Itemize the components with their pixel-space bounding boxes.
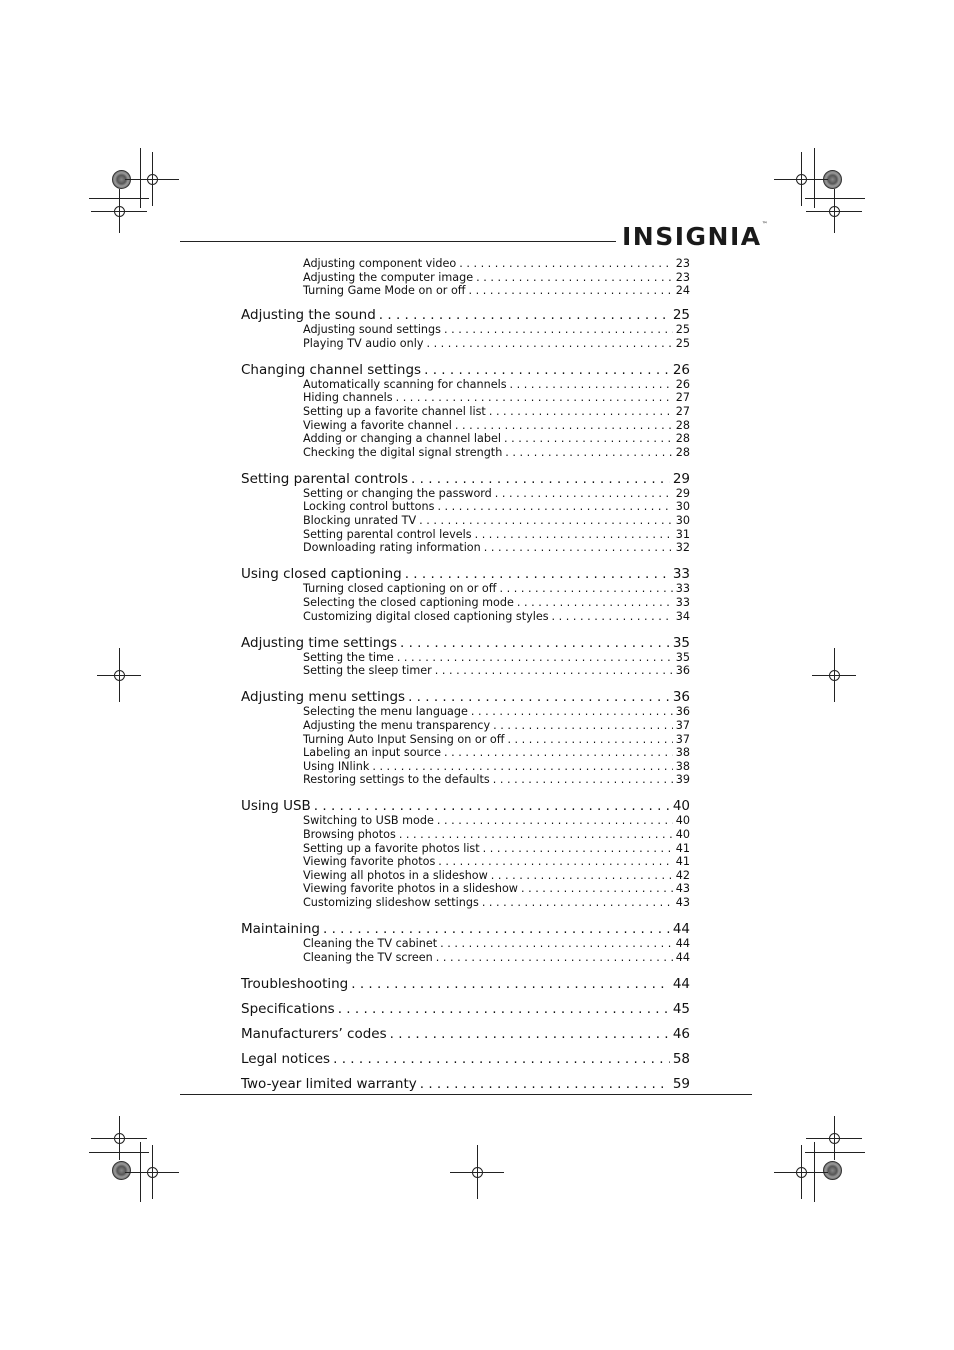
toc-entry-title: Viewing all photos in a slideshow <box>303 868 488 882</box>
dot-leader <box>424 362 670 379</box>
toc-entry-page: 29 <box>672 470 690 487</box>
toc-subentry[interactable] <box>303 842 690 856</box>
toc-entry-title: Setting parental control levels <box>303 527 472 541</box>
dot-leader <box>333 1051 670 1068</box>
toc-entry-page: 37 <box>675 732 690 746</box>
toc-subentry[interactable] <box>303 814 690 828</box>
dot-leader <box>426 337 672 351</box>
dot-leader <box>491 869 673 883</box>
dot-leader <box>323 921 670 938</box>
dot-leader <box>338 1001 670 1018</box>
trademark-symbol: ™ <box>761 221 768 228</box>
dot-leader <box>408 689 670 706</box>
toc-entry-title: Selecting the closed captioning mode <box>303 595 514 609</box>
toc-section-entry[interactable] <box>241 798 690 815</box>
toc-entry-title: Adjusting time settings <box>241 634 397 651</box>
dot-leader <box>495 487 673 501</box>
dot-leader <box>314 798 670 815</box>
footer-rule <box>180 1094 752 1095</box>
toc-entry-page: 59 <box>672 1075 690 1092</box>
toc-entry-page: 43 <box>675 882 690 896</box>
toc-entry-page: 40 <box>675 828 690 841</box>
toc-entry-page: 44 <box>675 950 690 964</box>
toc-entry-page: 28 <box>675 432 690 446</box>
dot-leader <box>411 471 670 488</box>
toc-entry-title: Turning closed captioning on or off <box>303 582 497 596</box>
toc-entry-page: 25 <box>675 336 690 350</box>
dot-leader <box>435 664 673 678</box>
toc-entry-title: Cleaning the TV screen <box>303 950 433 964</box>
toc-entry-title: Using INlink <box>303 759 370 773</box>
dot-leader <box>437 500 672 514</box>
toc-subentry[interactable] <box>303 882 690 896</box>
dot-leader <box>420 1076 670 1093</box>
toc-entry-title: Setting or changing the password <box>303 486 492 500</box>
toc-entry-title: Customizing digital closed captioning styles <box>303 609 549 623</box>
toc-entry-page: 33 <box>672 566 690 583</box>
toc-entry-page: 26 <box>672 361 690 378</box>
toc-subentry[interactable] <box>303 651 690 665</box>
dot-leader <box>521 882 673 896</box>
toc-subentry[interactable] <box>303 896 690 910</box>
toc-subentry[interactable] <box>303 719 690 733</box>
toc-entry-title: Specifications <box>241 1000 335 1017</box>
toc-entry-title: Customizing slideshow settings <box>303 896 479 909</box>
toc-entry-title: Adjusting menu settings <box>241 689 406 706</box>
toc-entry-title: Setting parental controls <box>241 470 409 487</box>
toc-entry-title: Playing TV audio only <box>303 336 424 350</box>
toc-entry-title: Viewing favorite photos in a slideshow <box>303 882 518 896</box>
toc-entry-page: 30 <box>675 500 690 514</box>
toc-entry-title: Labeling an input source <box>303 746 442 760</box>
toc-entry-title: Locking control buttons <box>303 500 435 514</box>
dot-leader <box>400 635 670 652</box>
toc-entry-page: 44 <box>675 937 690 951</box>
toc-subentry[interactable] <box>303 582 690 596</box>
toc-entry-page: 23 <box>675 257 690 270</box>
toc-entry-page: 41 <box>675 841 690 855</box>
dot-leader <box>436 951 673 965</box>
toc-subentry[interactable] <box>303 419 690 433</box>
toc-subentry[interactable] <box>303 432 690 446</box>
toc-entry-title: Restoring settings to the defaults <box>303 773 490 787</box>
toc-entry-title: Turning Game Mode on or off <box>303 284 466 298</box>
toc-entry-page: 32 <box>675 541 690 555</box>
toc-subentry[interactable] <box>303 541 690 555</box>
toc-entry-title: Downloading rating information <box>303 541 481 555</box>
toc-subentry[interactable] <box>303 855 690 869</box>
toc-entry-title: Automatically scanning for channels <box>303 377 507 391</box>
toc-entry-page: 33 <box>675 595 690 609</box>
toc-entry-page: 25 <box>675 323 690 336</box>
dot-leader <box>379 307 670 324</box>
toc-entry-page: 26 <box>675 377 690 391</box>
toc-entry-page: 46 <box>672 1025 690 1042</box>
toc-section-entry[interactable] <box>241 921 690 938</box>
toc-entry-title: Turning Auto Input Sensing on or off <box>303 732 505 746</box>
toc-subentry[interactable] <box>303 323 690 337</box>
dot-leader <box>455 419 673 433</box>
toc-subentry[interactable] <box>303 610 690 624</box>
toc-entry-title: Adjusting the menu transparency <box>303 718 491 732</box>
toc-subentry[interactable] <box>303 596 690 610</box>
toc-entry-page: 27 <box>675 404 690 418</box>
toc-section-entry[interactable] <box>241 1026 690 1043</box>
toc-subentry[interactable] <box>303 337 690 351</box>
toc-entry-page: 36 <box>675 705 690 719</box>
dot-leader <box>444 323 673 337</box>
dot-leader <box>510 378 673 392</box>
toc-entry-title: Adding or changing a channel label <box>303 432 501 446</box>
dot-leader <box>396 391 673 405</box>
toc-section-entry[interactable] <box>241 362 690 379</box>
toc-entry-title: Adjusting the computer image <box>303 270 474 284</box>
dot-leader <box>493 773 673 787</box>
toc-entry-page: 45 <box>672 1000 690 1017</box>
toc-entry-page: 38 <box>675 759 690 773</box>
toc-entry-page: 23 <box>675 270 690 284</box>
toc-entry-page: 41 <box>675 855 690 869</box>
dot-leader <box>552 610 673 624</box>
dot-leader <box>482 896 673 910</box>
dot-leader <box>372 760 672 774</box>
dot-leader <box>489 405 673 419</box>
toc-entry-page: 35 <box>675 650 690 664</box>
toc-entry-title: Viewing favorite photos <box>303 855 436 869</box>
toc-subentry[interactable] <box>303 257 690 271</box>
dot-leader <box>505 446 672 460</box>
toc-subentry[interactable] <box>303 733 690 747</box>
toc-subentry[interactable] <box>303 500 690 514</box>
toc-entry-title: Selecting the menu language <box>303 705 468 719</box>
toc-subentry[interactable] <box>303 869 690 883</box>
toc-section-entry[interactable] <box>241 976 690 993</box>
toc-entry-title: Adjusting the sound <box>241 307 376 323</box>
toc-entry-page: 27 <box>675 391 690 405</box>
dot-leader <box>475 528 673 542</box>
dot-leader <box>469 284 673 298</box>
toc-section-entry[interactable] <box>241 635 690 652</box>
toc-entry-page: 24 <box>675 284 690 298</box>
dot-leader <box>437 814 673 828</box>
toc-entry-title: Adjusting sound settings <box>303 323 441 336</box>
dot-leader <box>483 842 673 856</box>
toc-subentry[interactable] <box>303 705 690 719</box>
toc-entry-title: Browsing photos <box>303 828 396 841</box>
toc-entry-page: 44 <box>672 921 690 938</box>
dot-leader <box>444 746 673 760</box>
toc-entry-title: Switching to USB mode <box>303 814 434 828</box>
toc-subentry[interactable] <box>303 828 690 842</box>
dot-leader <box>438 855 672 869</box>
toc-entry-title: Using USB <box>241 798 311 815</box>
toc-entry-page: 35 <box>672 634 690 651</box>
dot-leader <box>484 541 673 555</box>
toc-subentry[interactable] <box>303 664 690 678</box>
dot-leader <box>471 705 673 719</box>
toc-subentry[interactable] <box>303 378 690 392</box>
toc-entry-page: 28 <box>675 418 690 432</box>
toc-subentry[interactable] <box>303 405 690 419</box>
toc-subentry[interactable] <box>303 391 690 405</box>
toc-entry-page: 36 <box>672 689 690 706</box>
toc-subentry[interactable] <box>303 760 690 774</box>
toc-subentry[interactable] <box>303 937 690 951</box>
toc-entry-page: 42 <box>675 868 690 882</box>
toc-entry-page: 29 <box>675 486 690 500</box>
toc-entry-page: 34 <box>675 609 690 623</box>
toc-entry-page: 43 <box>675 896 690 909</box>
toc-entry-title: Maintaining <box>241 921 320 938</box>
toc-entry-page: 33 <box>675 582 690 596</box>
dot-leader <box>405 566 670 583</box>
toc-entry-page: 40 <box>672 798 690 815</box>
toc-entry-title: Setting up a favorite channel list <box>303 404 486 418</box>
dot-leader <box>504 432 673 446</box>
toc-section-entry[interactable] <box>241 1076 690 1093</box>
toc-entry-page: 37 <box>675 718 690 732</box>
toc-entry-title: Using closed captioning <box>241 566 402 583</box>
toc-subentry[interactable] <box>303 446 690 460</box>
dot-leader <box>476 271 673 285</box>
toc-entry-page: 36 <box>675 664 690 678</box>
toc-subentry[interactable] <box>303 951 690 965</box>
toc-section-entry[interactable] <box>241 1001 690 1018</box>
toc-subentry[interactable] <box>303 514 690 528</box>
toc-entry-page: 38 <box>675 746 690 760</box>
toc-subentry[interactable] <box>303 746 690 760</box>
toc-entry-page: 30 <box>675 514 690 527</box>
dot-leader <box>493 719 673 733</box>
dot-leader <box>351 976 670 993</box>
toc-entry-page: 44 <box>672 975 690 992</box>
dot-leader <box>517 596 673 610</box>
toc-subentry[interactable] <box>303 773 690 787</box>
toc-entry-page: 25 <box>672 307 690 323</box>
dot-leader <box>390 1026 670 1043</box>
toc-section-entry[interactable] <box>241 471 690 488</box>
toc-entry-title: Changing channel settings <box>241 361 422 378</box>
toc-entry-title: Adjusting component video <box>303 257 457 270</box>
toc-entry-title: Manufacturers’ codes <box>241 1025 387 1042</box>
toc-subentry[interactable] <box>303 528 690 542</box>
toc-section-entry[interactable] <box>241 1051 690 1068</box>
toc-section-entry[interactable] <box>241 566 690 583</box>
toc-entry-page: 31 <box>675 527 690 541</box>
brand-logo-text: INSIGNIA <box>622 222 762 251</box>
toc-section-entry[interactable] <box>241 307 690 324</box>
toc-subentry[interactable] <box>303 487 690 501</box>
dot-leader <box>397 651 673 665</box>
toc-entry-title: Blocking unrated TV <box>303 514 417 527</box>
toc-entry-title: Checking the digital signal strength <box>303 445 503 459</box>
toc-entry-title: Setting up a favorite photos list <box>303 841 480 855</box>
toc-entry-page: 58 <box>672 1050 690 1067</box>
dot-leader <box>440 937 673 951</box>
toc-section-entry[interactable] <box>241 689 690 706</box>
toc-entry-title: Cleaning the TV cabinet <box>303 937 438 951</box>
toc-entry-page: 39 <box>675 773 690 787</box>
dot-leader <box>500 582 673 596</box>
toc-subentry[interactable] <box>303 271 690 285</box>
toc-entry-title: Setting the time <box>303 650 394 664</box>
toc-entry-title: Hiding channels <box>303 391 393 405</box>
toc-entry-title: Viewing a favorite channel <box>303 418 452 432</box>
toc-subentry[interactable] <box>303 284 690 298</box>
toc-entry-page: 28 <box>675 445 690 459</box>
toc-entry-title: Setting the sleep timer <box>303 664 432 678</box>
toc-entry-title: Legal notices <box>241 1050 331 1067</box>
toc-entry-title: Troubleshooting <box>241 975 349 992</box>
dot-leader <box>399 828 673 842</box>
toc-entry-title: Two-year limited warranty <box>241 1075 417 1092</box>
toc-entry-page: 40 <box>675 814 690 828</box>
dot-leader <box>507 733 672 747</box>
dot-leader <box>459 257 673 271</box>
dot-leader <box>419 514 673 528</box>
